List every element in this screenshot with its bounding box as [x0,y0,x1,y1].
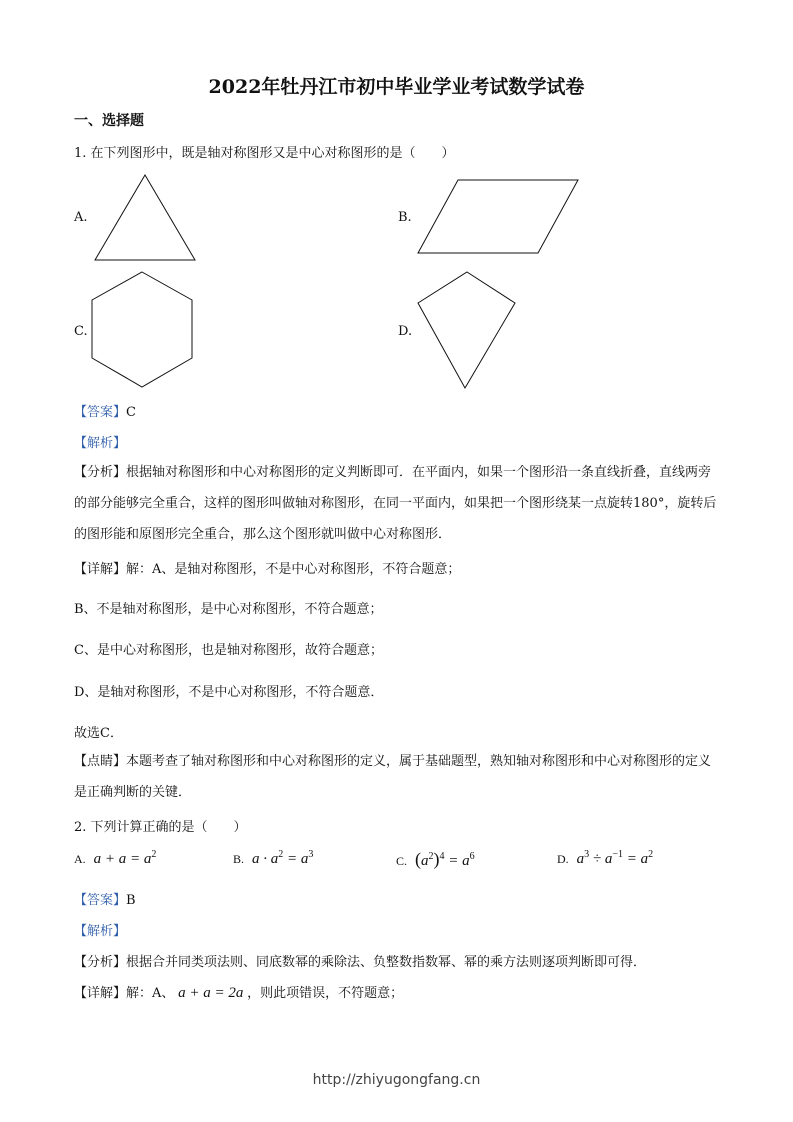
q2-answer [74,889,136,908]
q2-option-d: D. $a^3 \div a^{-1} = a^2$ [557,849,654,867]
q2-answer-label: 【答案】 [74,893,127,908]
q2-xiangjie-prefix: 解：A、 [126,986,175,1001]
q1-option-a-label: A. [74,210,88,225]
q2-xiangjie-suffix: ，则此项错误，不符题意； [247,986,404,1001]
q1-dianjing [74,746,724,808]
q2-question: 2. 下列计算正确的是（ ） [74,820,247,835]
q1-xiangjie-label: 【详解】 [74,562,127,577]
q2-option-c: C. $(a^2)^4 = a^6$ [396,849,475,869]
page-title: 2022年牡丹江市初中毕业学业考试数学试卷 [208,76,585,98]
q2-xiangjie-formula: a + a = 2a [174,985,248,1001]
q2-option-c-label: C. [396,854,408,868]
q2-fenxi-label: 【分析】 [74,955,127,970]
q2-answer-value: B [126,893,136,908]
q1-option-d-label: D. [398,324,413,339]
q2-fenxi [74,951,646,970]
q2-analysis-label: 【解析】 [74,924,127,939]
q1-analysis-label: 【解析】 [74,436,127,451]
q1-xiangjie-text-1: 解：A、是轴对称图形，不是中心对称图形，不符合题意； [126,562,461,577]
q1-answer-value: C [126,405,136,420]
q1-option-b-label: B. [398,210,412,225]
q1-dianjing-text: 本题考查了轴对称图形和中心对称图形的定义，属于基础题型，熟知轴对称图形和中心对称图形的定义是正确判断的关键． [74,754,712,800]
q2-option-a: A. $a + a = a^2$ [74,849,157,867]
kite-icon [0,0,1,1]
q1-xiangjie-line-3: C、是中心对称图形，也是轴对称图形，故符合题意； [74,643,383,658]
q2-fenxi-text: 根据合并同类项法则、同底数幂的乘除法、负整数指数幂、幂的乘方法则逐项判断即可得． [126,955,647,970]
q1-answer [74,401,136,420]
q2-option-d-label: D. [557,852,569,866]
q2-option-b: B. $a \cdot a^2 = a^3$ [233,849,314,867]
q1-option-c-label: C. [74,324,88,339]
q1-dianjing-label: 【点睛】 [74,754,127,769]
section-heading: 一、选择题 [74,113,144,129]
q1-xiangjie-line-1 [74,558,460,577]
q2-option-a-label: A. [74,852,86,866]
q2-option-b-label: B. [233,852,245,866]
q1-fenxi-label: 【分析】 [74,465,127,480]
q2-xiangjie-label: 【详解】 [74,986,127,1001]
q1-question: 1. 在下列图形中，既是轴对称图形又是中心对称图形的是（ ） [74,146,455,161]
q1-fenxi-text: 根据轴对称图形和中心对称图形的定义判断即可．在平面内，如果一个图形沿一条直线折叠，直线两旁的部分能够完全重合，这样的图形叫做轴对称图形，在同一平面内，如果把一个图形绕某一点旋转180°，旋转后的图形能和原图形完全重合，那么这个图形就叫做中心对称图形． [74,465,717,542]
q1-answer-label: 【答案】 [74,405,127,420]
footer-url: http://zhiyugongfang.cn [312,1072,481,1088]
q2-xiangjie [74,982,403,1002]
q1-fenxi [74,457,724,550]
q1-xiangjie-line-4: D、是轴对称图形，不是中心对称图形，不符合题意． [74,685,384,700]
q1-xiangjie-line-2: B、不是轴对称图形，是中心对称图形，不符合题意； [74,602,383,617]
q1-choose: 故选C． [74,726,123,741]
